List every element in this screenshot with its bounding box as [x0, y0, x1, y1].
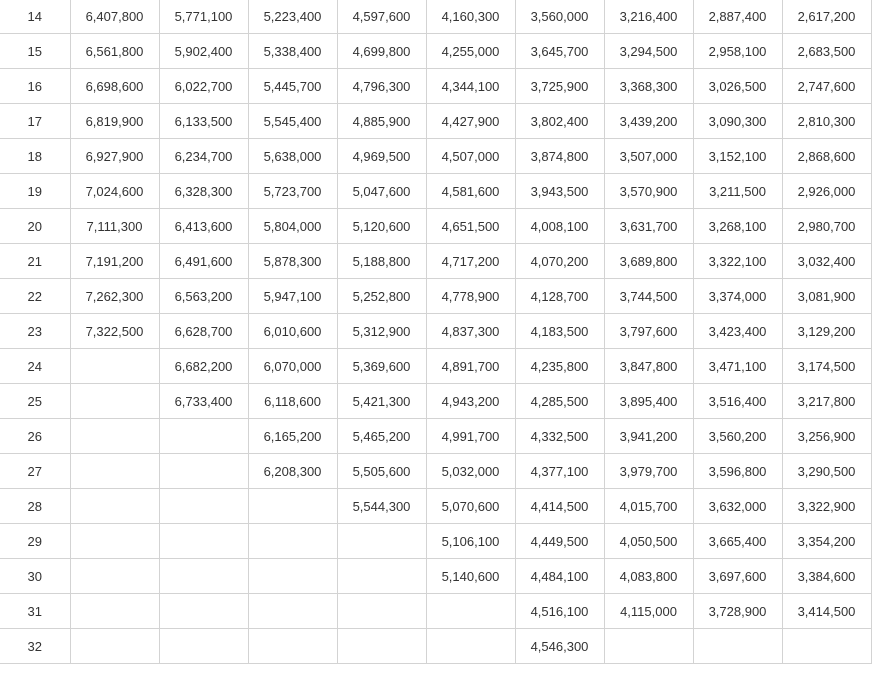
table-cell: 3,895,400 [604, 384, 693, 419]
table-cell: 4,581,600 [426, 174, 515, 209]
table-row [0, 384, 871, 419]
table-cell: 6,413,600 [159, 209, 248, 244]
table-cell: 3,943,500 [515, 174, 604, 209]
row-label-cell: 19 [0, 174, 70, 209]
table-cell: 6,118,600 [248, 384, 337, 419]
table-cell: 3,081,900 [782, 279, 871, 314]
table-cell: 4,183,500 [515, 314, 604, 349]
table-cell: 5,312,900 [337, 314, 426, 349]
table-cell: 2,980,700 [782, 209, 871, 244]
table-cell: 3,596,800 [693, 454, 782, 489]
table-cell [159, 524, 248, 559]
table-cell [159, 454, 248, 489]
table-cell: 5,771,100 [159, 0, 248, 34]
table-cell: 3,216,400 [604, 0, 693, 34]
table-cell: 3,507,000 [604, 139, 693, 174]
table-row [0, 524, 871, 559]
table-cell: 5,947,100 [248, 279, 337, 314]
table-cell: 3,256,900 [782, 419, 871, 454]
table-cell: 4,969,500 [337, 139, 426, 174]
table-cell: 6,628,700 [159, 314, 248, 349]
table-cell: 3,211,500 [693, 174, 782, 209]
table-cell: 6,819,900 [70, 104, 159, 139]
table-cell: 3,026,500 [693, 69, 782, 104]
row-label-cell: 24 [0, 349, 70, 384]
table-cell: 4,414,500 [515, 489, 604, 524]
table-cell: 4,484,100 [515, 559, 604, 594]
table-cell: 3,979,700 [604, 454, 693, 489]
table-cell: 5,878,300 [248, 244, 337, 279]
table-cell [782, 629, 871, 664]
table-cell: 6,561,800 [70, 34, 159, 69]
table-cell [70, 629, 159, 664]
table-cell: 5,445,700 [248, 69, 337, 104]
table-cell: 3,570,900 [604, 174, 693, 209]
table-cell: 2,617,200 [782, 0, 871, 34]
row-label-cell: 29 [0, 524, 70, 559]
table-cell: 7,191,200 [70, 244, 159, 279]
table-cell [70, 384, 159, 419]
table-cell: 4,015,700 [604, 489, 693, 524]
table-cell [70, 419, 159, 454]
row-label-cell: 18 [0, 139, 70, 174]
table-cell: 5,188,800 [337, 244, 426, 279]
table-cell: 3,560,000 [515, 0, 604, 34]
table-cell: 3,728,900 [693, 594, 782, 629]
table-cell: 5,338,400 [248, 34, 337, 69]
table-cell: 6,927,900 [70, 139, 159, 174]
table-cell [248, 524, 337, 559]
table-cell: 4,507,000 [426, 139, 515, 174]
row-label-cell: 25 [0, 384, 70, 419]
table-cell [159, 629, 248, 664]
table-cell: 3,697,600 [693, 559, 782, 594]
table-cell: 7,262,300 [70, 279, 159, 314]
table-cell: 6,733,400 [159, 384, 248, 419]
table-cell: 4,699,800 [337, 34, 426, 69]
table-cell: 6,022,700 [159, 69, 248, 104]
table-cell [70, 524, 159, 559]
table-cell: 2,810,300 [782, 104, 871, 139]
table-cell: 3,423,400 [693, 314, 782, 349]
table-cell: 6,133,500 [159, 104, 248, 139]
row-label-cell: 14 [0, 0, 70, 34]
table-cell: 4,449,500 [515, 524, 604, 559]
row-label-cell: 31 [0, 594, 70, 629]
table-cell [248, 559, 337, 594]
table-cell: 3,439,200 [604, 104, 693, 139]
table-cell: 6,328,300 [159, 174, 248, 209]
table-cell: 2,683,500 [782, 34, 871, 69]
table-cell: 3,471,100 [693, 349, 782, 384]
table-row [0, 174, 871, 209]
row-label-cell: 20 [0, 209, 70, 244]
table-cell [337, 559, 426, 594]
row-label-cell: 16 [0, 69, 70, 104]
table-cell [159, 594, 248, 629]
table-cell: 4,778,900 [426, 279, 515, 314]
row-label-cell: 26 [0, 419, 70, 454]
table-cell: 4,796,300 [337, 69, 426, 104]
table-row [0, 314, 871, 349]
table-cell: 4,546,300 [515, 629, 604, 664]
table-cell [426, 629, 515, 664]
table-cell: 3,516,400 [693, 384, 782, 419]
table-cell: 4,651,500 [426, 209, 515, 244]
table-cell: 3,797,600 [604, 314, 693, 349]
table-cell: 3,129,200 [782, 314, 871, 349]
table-cell: 6,682,200 [159, 349, 248, 384]
table-cell [248, 489, 337, 524]
table-cell: 4,885,900 [337, 104, 426, 139]
table-cell: 5,804,000 [248, 209, 337, 244]
table-cell: 3,268,100 [693, 209, 782, 244]
table-cell: 6,698,600 [70, 69, 159, 104]
table-cell: 5,421,300 [337, 384, 426, 419]
table-row [0, 69, 871, 104]
table-row [0, 139, 871, 174]
table-cell: 3,802,400 [515, 104, 604, 139]
table-cell: 6,208,300 [248, 454, 337, 489]
table-cell: 5,047,600 [337, 174, 426, 209]
table-cell [159, 489, 248, 524]
table-cell: 4,070,200 [515, 244, 604, 279]
table-row [0, 489, 871, 524]
table-cell: 3,631,700 [604, 209, 693, 244]
table-cell: 5,070,600 [426, 489, 515, 524]
table-cell: 2,958,100 [693, 34, 782, 69]
row-label-cell: 30 [0, 559, 70, 594]
table-cell [604, 629, 693, 664]
table-cell [337, 594, 426, 629]
table-row [0, 34, 871, 69]
table-row [0, 454, 871, 489]
table-row [0, 104, 871, 139]
table-cell: 3,665,400 [693, 524, 782, 559]
table-cell: 4,891,700 [426, 349, 515, 384]
table-cell: 5,032,000 [426, 454, 515, 489]
table-cell: 3,384,600 [782, 559, 871, 594]
table-cell: 3,354,200 [782, 524, 871, 559]
table-cell [693, 629, 782, 664]
table-cell: 4,991,700 [426, 419, 515, 454]
table-cell: 5,223,400 [248, 0, 337, 34]
table-cell: 7,024,600 [70, 174, 159, 209]
table-row [0, 629, 871, 664]
table-cell [70, 454, 159, 489]
table-cell: 3,217,800 [782, 384, 871, 419]
table-cell: 3,874,800 [515, 139, 604, 174]
table-cell: 5,545,400 [248, 104, 337, 139]
table-cell: 6,070,000 [248, 349, 337, 384]
table-cell: 4,160,300 [426, 0, 515, 34]
table-cell: 2,887,400 [693, 0, 782, 34]
table-cell: 2,747,600 [782, 69, 871, 104]
table-row [0, 279, 871, 314]
table-cell: 3,290,500 [782, 454, 871, 489]
table-cell: 4,377,100 [515, 454, 604, 489]
table-cell: 4,255,000 [426, 34, 515, 69]
table-cell: 4,008,100 [515, 209, 604, 244]
table-row [0, 594, 871, 629]
table-cell [337, 629, 426, 664]
table-cell: 4,285,500 [515, 384, 604, 419]
table-cell: 3,744,500 [604, 279, 693, 314]
table-cell: 3,368,300 [604, 69, 693, 104]
table-cell: 4,050,500 [604, 524, 693, 559]
table-cell: 4,115,000 [604, 594, 693, 629]
row-label-cell: 21 [0, 244, 70, 279]
table-row [0, 0, 871, 34]
table-cell: 4,332,500 [515, 419, 604, 454]
row-label-cell: 22 [0, 279, 70, 314]
table-cell: 5,140,600 [426, 559, 515, 594]
table-row [0, 244, 871, 279]
row-label-cell: 32 [0, 629, 70, 664]
table-row [0, 349, 871, 384]
table-cell: 5,638,000 [248, 139, 337, 174]
table-cell: 6,010,600 [248, 314, 337, 349]
table-cell [70, 349, 159, 384]
row-label-cell: 15 [0, 34, 70, 69]
table-cell: 6,234,700 [159, 139, 248, 174]
table-cell: 4,128,700 [515, 279, 604, 314]
table-cell: 3,725,900 [515, 69, 604, 104]
table-cell [70, 594, 159, 629]
table-row [0, 419, 871, 454]
table-cell: 5,106,100 [426, 524, 515, 559]
table-cell: 5,252,800 [337, 279, 426, 314]
table-cell [426, 594, 515, 629]
row-label-cell: 17 [0, 104, 70, 139]
row-label-cell: 23 [0, 314, 70, 349]
table-cell: 3,632,000 [693, 489, 782, 524]
table-cell: 3,322,100 [693, 244, 782, 279]
table-cell: 3,374,000 [693, 279, 782, 314]
table-cell: 5,369,600 [337, 349, 426, 384]
table-cell: 4,083,800 [604, 559, 693, 594]
table-cell: 6,491,600 [159, 244, 248, 279]
table-cell: 4,235,800 [515, 349, 604, 384]
table-cell: 3,847,800 [604, 349, 693, 384]
table-cell: 3,152,100 [693, 139, 782, 174]
table-cell: 6,407,800 [70, 0, 159, 34]
table-cell: 4,344,100 [426, 69, 515, 104]
table-cell: 4,837,300 [426, 314, 515, 349]
table-cell [70, 489, 159, 524]
table-cell: 3,322,900 [782, 489, 871, 524]
table-cell: 5,465,200 [337, 419, 426, 454]
table-cell: 5,120,600 [337, 209, 426, 244]
table-cell: 7,111,300 [70, 209, 159, 244]
table-cell: 4,516,100 [515, 594, 604, 629]
table-cell: 2,868,600 [782, 139, 871, 174]
table-cell: 4,717,200 [426, 244, 515, 279]
table-cell: 3,941,200 [604, 419, 693, 454]
table-cell: 3,645,700 [515, 34, 604, 69]
table-cell [159, 559, 248, 594]
table-cell: 3,689,800 [604, 244, 693, 279]
table-cell: 7,322,500 [70, 314, 159, 349]
table-cell: 3,090,300 [693, 104, 782, 139]
table-cell: 5,544,300 [337, 489, 426, 524]
table-cell [248, 629, 337, 664]
table-cell [159, 419, 248, 454]
table-cell: 5,902,400 [159, 34, 248, 69]
table-cell: 4,427,900 [426, 104, 515, 139]
table-cell: 5,505,600 [337, 454, 426, 489]
table-cell: 3,174,500 [782, 349, 871, 384]
table-cell: 3,560,200 [693, 419, 782, 454]
table-cell: 5,723,700 [248, 174, 337, 209]
table-cell: 3,032,400 [782, 244, 871, 279]
table-cell [248, 594, 337, 629]
table-cell: 3,294,500 [604, 34, 693, 69]
table-cell [70, 559, 159, 594]
table-cell: 4,597,600 [337, 0, 426, 34]
table-cell [337, 524, 426, 559]
table-cell: 6,563,200 [159, 279, 248, 314]
table-cell: 6,165,200 [248, 419, 337, 454]
table-cell: 3,414,500 [782, 594, 871, 629]
row-label-cell: 28 [0, 489, 70, 524]
row-label-cell: 27 [0, 454, 70, 489]
table-cell: 2,926,000 [782, 174, 871, 209]
table-cell: 4,943,200 [426, 384, 515, 419]
table-row [0, 209, 871, 244]
table-row [0, 559, 871, 594]
